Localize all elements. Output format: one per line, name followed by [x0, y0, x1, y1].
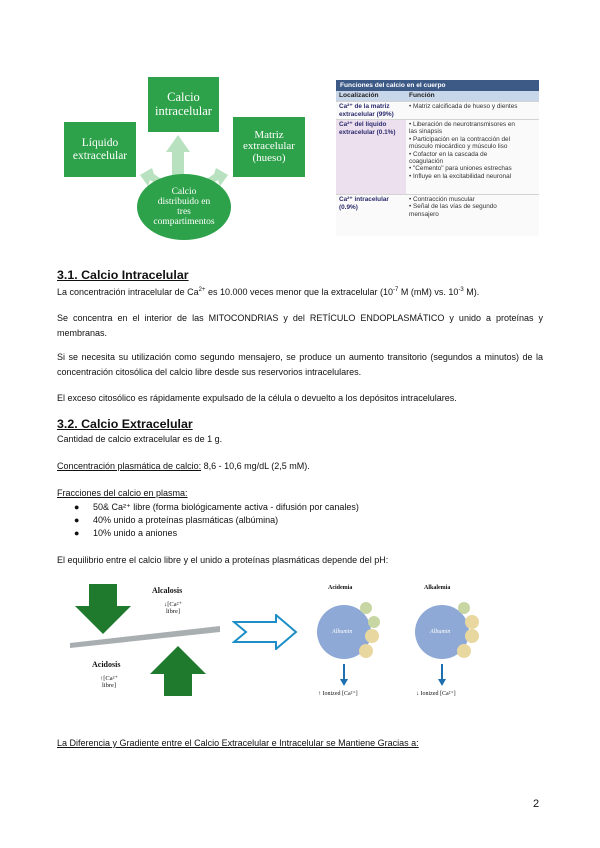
table-cell-function: • Liberación de neurotransmisores en las sinapsis • Participación en la contracción del músculo miocárdico y músculo liso • Cofactor en la cascada de coagulación • "Cemento" para uniones estrechas • Influye en la excitabilidad neuronal — [406, 120, 539, 194]
section-heading-intracellular: 3.1. Calcio Intracelular — [57, 268, 189, 282]
ionized-calcium-down-label: ↓ Ionized [Ca²⁺] — [416, 691, 456, 697]
alcalosis-calcium-label: ↓[Ca²⁺ libre] — [163, 601, 182, 615]
table-title: Funciones del calcio en el cuerpo — [336, 80, 539, 91]
intracellular-box: Calcio intracelular — [148, 77, 219, 132]
paragraph: La Diferencia y Gradiente entre el Calcio Extracelular e Intracelular se Mantiene Gracias a: — [57, 738, 419, 748]
table-row — [336, 119, 539, 194]
acidosis-label: Acidosis — [92, 660, 121, 669]
list-item: ● 10% unido a aniones — [74, 528, 178, 538]
table-cell-location: Ca²⁺ del líquido extracelular (0.1%) — [339, 121, 396, 136]
page-number: 2 — [533, 798, 540, 810]
paragraph: El equilibrio entre el calcio libre y el unido a proteínas plasmáticas depende del pH: — [57, 555, 389, 565]
paragraph: La concentración intracelular de $Ca^{2+}$ es 10.000 veces menor que la extracelular ($10^{-7}$ M (mM) vs. $10^{-3}$ M). — [57, 287, 480, 297]
alkalemia-label: Alkalemia — [424, 585, 451, 591]
table-cell-function: • Matriz calcificada de hueso y dientes — [409, 103, 518, 110]
paragraph: Se concentra en el interior de las MITOCONDRIAS y del RETÍCULO ENDOPLASMÁTICO y unido a proteínas y membranas. — [57, 313, 543, 338]
alcalosis-label: Alcalosis — [152, 586, 183, 595]
table-row — [336, 194, 539, 226]
outline-arrow-icon — [232, 614, 298, 650]
table-cell-location: Ca²⁺ intracelular (0.9%) — [339, 196, 389, 211]
extracellular-fluid-box: Líquido extracelular — [64, 122, 136, 177]
ionized-calcium-up-label: ↑ Ionized [Ca²⁺] — [318, 691, 358, 697]
extracellular-matrix-box: Matriz extracelular (hueso) — [233, 117, 305, 177]
balance-bar — [70, 618, 220, 648]
table-cell-location: Ca²⁺ de la matriz extracelular (99%) — [339, 103, 394, 118]
center-distribution-circle — [137, 174, 231, 240]
section-heading-extracellular: 3.2. Calcio Extracelular — [57, 417, 193, 431]
table-header-location: Localización — [339, 92, 379, 99]
paragraph: Fracciones del calcio en plasma: — [57, 488, 188, 498]
table-row — [336, 101, 539, 119]
acidemia-label: Acidemia — [328, 585, 353, 591]
paragraph: Si se necesita su utilización como segundo mensajero, se produce un aumento transitorio (segundos a minutos) de la concentración citosólica del calcio libre desde sus reservorios intracelulares. — [57, 352, 543, 377]
list-item: ● 50& Ca²⁺ libre (forma biológicamente activa - difusión por canales) — [74, 502, 359, 512]
calcium-functions-table — [336, 80, 539, 236]
table-cell-function: • Contracción muscular • Señal de las vías de segundo mensajero — [409, 196, 497, 218]
list-item: ● 40% unido a proteínas plasmáticas (albúmina) — [74, 515, 279, 525]
paragraph: Cantidad de calcio extracelular es de 1 g. — [57, 434, 223, 444]
down-arrow-icon — [438, 664, 446, 686]
center-label: Calcio distribuido en tres compartimentos — [153, 187, 215, 227]
table-header-function: Función — [409, 92, 435, 99]
down-arrow-icon — [340, 664, 348, 686]
paragraph: El exceso citosólico es rápidamente expulsado de la célula o devuelto a los depósitos intracelulares. — [57, 393, 457, 403]
albumin-label: Albumin — [332, 629, 353, 635]
paragraph: Concentración plasmática de calcio: 8,6 - 10,6 mg/dL (2,5 mM). — [57, 461, 310, 471]
table-header-row — [336, 91, 539, 101]
up-arrow-icon — [150, 646, 206, 696]
acidosis-calcium-label: ↑[Ca²⁺ libre] — [99, 675, 118, 689]
albumin-label: Albumin — [430, 629, 451, 635]
